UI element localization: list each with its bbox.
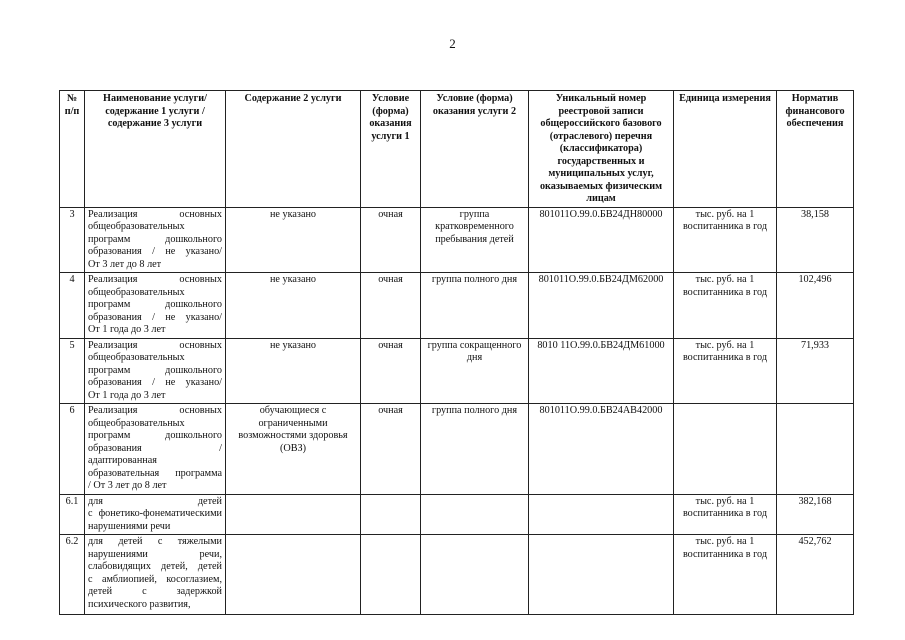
service-name <box>85 338 226 404</box>
service-name <box>85 273 226 339</box>
service-name <box>85 404 226 495</box>
unit-of-measure: тыс. руб. на 1 воспитанника в год <box>674 535 777 615</box>
service-condition-1: очная <box>361 207 421 273</box>
service-name-line: общеобразовательных <box>88 286 185 298</box>
financing-norm <box>777 404 854 495</box>
table-row <box>60 338 854 404</box>
row-number: 5 <box>60 338 85 404</box>
header-unit: Единица измерения <box>674 91 777 208</box>
service-name-line: / От 3 лет до 8 лет <box>88 480 167 491</box>
service-name-line: нарушениями речи, <box>88 548 222 560</box>
page-number: 2 <box>449 36 456 51</box>
service-name-line: слабовидящих детей, детей <box>88 561 222 572</box>
service-content-2: обучающиеся с ограниченными возможностями здоровья (ОВЗ) <box>226 404 361 495</box>
unit-of-measure: тыс. руб. на 1 воспитанника в год <box>674 273 777 339</box>
service-name-line: для детей с тяжелыми <box>88 536 222 547</box>
table-row <box>60 404 854 495</box>
service-name-line: Реализация основных <box>88 208 222 220</box>
service-condition-2: группа полного дня <box>421 273 529 339</box>
service-name-line: для детей <box>88 495 222 507</box>
service-name-line: общеобразовательных <box>88 417 185 429</box>
service-name-line: нарушениями речи <box>88 520 171 532</box>
service-content-2 <box>226 535 361 615</box>
header-num: № п/п <box>60 91 85 208</box>
registry-number <box>529 494 674 535</box>
registry-number: 8010 11О.99.0.БВ24ДМ61000 <box>529 338 674 404</box>
service-name-line: образования / не указано/ <box>88 311 222 323</box>
service-name-line: От 3 лет до 8 лет <box>88 258 162 270</box>
service-name <box>85 535 226 615</box>
financing-norm: 382,168 <box>777 494 854 535</box>
service-name-line: От 1 года до 3 лет <box>88 389 166 401</box>
table-row <box>60 207 854 273</box>
header-cond2: Условие (форма) оказания услуги 2 <box>421 91 529 208</box>
services-table <box>59 90 854 615</box>
service-name-line: психического развития, <box>88 598 191 610</box>
service-name-line: программ дошкольного <box>88 364 222 376</box>
financing-norm: 102,496 <box>777 273 854 339</box>
header-content2: Содержание 2 услуги <box>226 91 361 208</box>
service-name-line: образования / не указано/ <box>88 377 222 388</box>
service-name-line: с амблиопией, косоглазием, <box>88 573 222 585</box>
service-name-line: общеобразовательных <box>88 352 185 363</box>
registry-number: 801011О.99.0.БВ24ДН80000 <box>529 207 674 273</box>
service-name-line: программ дошкольного <box>88 430 222 441</box>
service-condition-1: очная <box>361 338 421 404</box>
financing-norm: 38,158 <box>777 207 854 273</box>
service-name-line: адаптированная <box>88 455 157 466</box>
row-number: 6 <box>60 404 85 495</box>
service-name-line: образования / <box>88 442 222 454</box>
table-row <box>60 535 854 615</box>
service-content-2 <box>226 494 361 535</box>
header-cond1: Условие (форма) оказания услуги 1 <box>361 91 421 208</box>
service-name-line: образовательная программа <box>88 467 222 479</box>
service-content-2: не указано <box>226 338 361 404</box>
service-name <box>85 494 226 535</box>
registry-number: 801011О.99.0.БВ24ДМ62000 <box>529 273 674 339</box>
service-condition-1 <box>361 494 421 535</box>
registry-number: 801011О.99.0.БВ24АВ42000 <box>529 404 674 495</box>
service-name-line: Реализация основных <box>88 405 222 416</box>
service-condition-2 <box>421 535 529 615</box>
row-number: 4 <box>60 273 85 339</box>
service-condition-2 <box>421 494 529 535</box>
registry-number <box>529 535 674 615</box>
service-condition-2: группа полного дня <box>421 404 529 495</box>
service-name-line: программ дошкольного <box>88 299 222 310</box>
service-content-2: не указано <box>226 207 361 273</box>
service-name-line: общеобразовательных <box>88 221 185 232</box>
header-row <box>60 91 854 208</box>
service-name <box>85 207 226 273</box>
table-row <box>60 494 854 535</box>
financing-norm: 452,762 <box>777 535 854 615</box>
unit-of-measure: тыс. руб. на 1 воспитанника в год <box>674 207 777 273</box>
service-name-line: Реализация основных <box>88 274 222 285</box>
unit-of-measure: тыс. руб. на 1 воспитанника в год <box>674 494 777 535</box>
service-name-line: детей с задержкой <box>88 586 222 597</box>
service-content-2: не указано <box>226 273 361 339</box>
service-name-line: От 1 года до 3 лет <box>88 324 166 335</box>
service-condition-1: очная <box>361 404 421 495</box>
row-number: 6.2 <box>60 535 85 615</box>
unit-of-measure <box>674 404 777 495</box>
row-number: 6.1 <box>60 494 85 535</box>
service-name-line: Реализация основных <box>88 339 222 351</box>
financing-norm: 71,933 <box>777 338 854 404</box>
unit-of-measure: тыс. руб. на 1 воспитанника в год <box>674 338 777 404</box>
service-condition-1 <box>361 535 421 615</box>
header-registry: Уникальный номер реестровой записи общероссийского базового (отраслевого) перечня (классификатора) государственных и муниципальных услуг, оказываемых физическим лицам <box>529 91 674 208</box>
row-number: 3 <box>60 207 85 273</box>
service-name-line: образования / не указано/ <box>88 246 222 257</box>
service-name-line: программ дошкольного <box>88 233 222 245</box>
service-condition-1: очная <box>361 273 421 339</box>
service-condition-2: группа кратковременного пребывания детей <box>421 207 529 273</box>
header-name: Наименование услуги/ содержание 1 услуги / содержание 3 услуги <box>85 91 226 208</box>
table-row <box>60 273 854 339</box>
service-name-line: с фонетико-фонематическими <box>88 508 222 519</box>
service-condition-2: группа сокращенного дня <box>421 338 529 404</box>
header-norm: Норматив финансового обеспечения <box>777 91 854 208</box>
